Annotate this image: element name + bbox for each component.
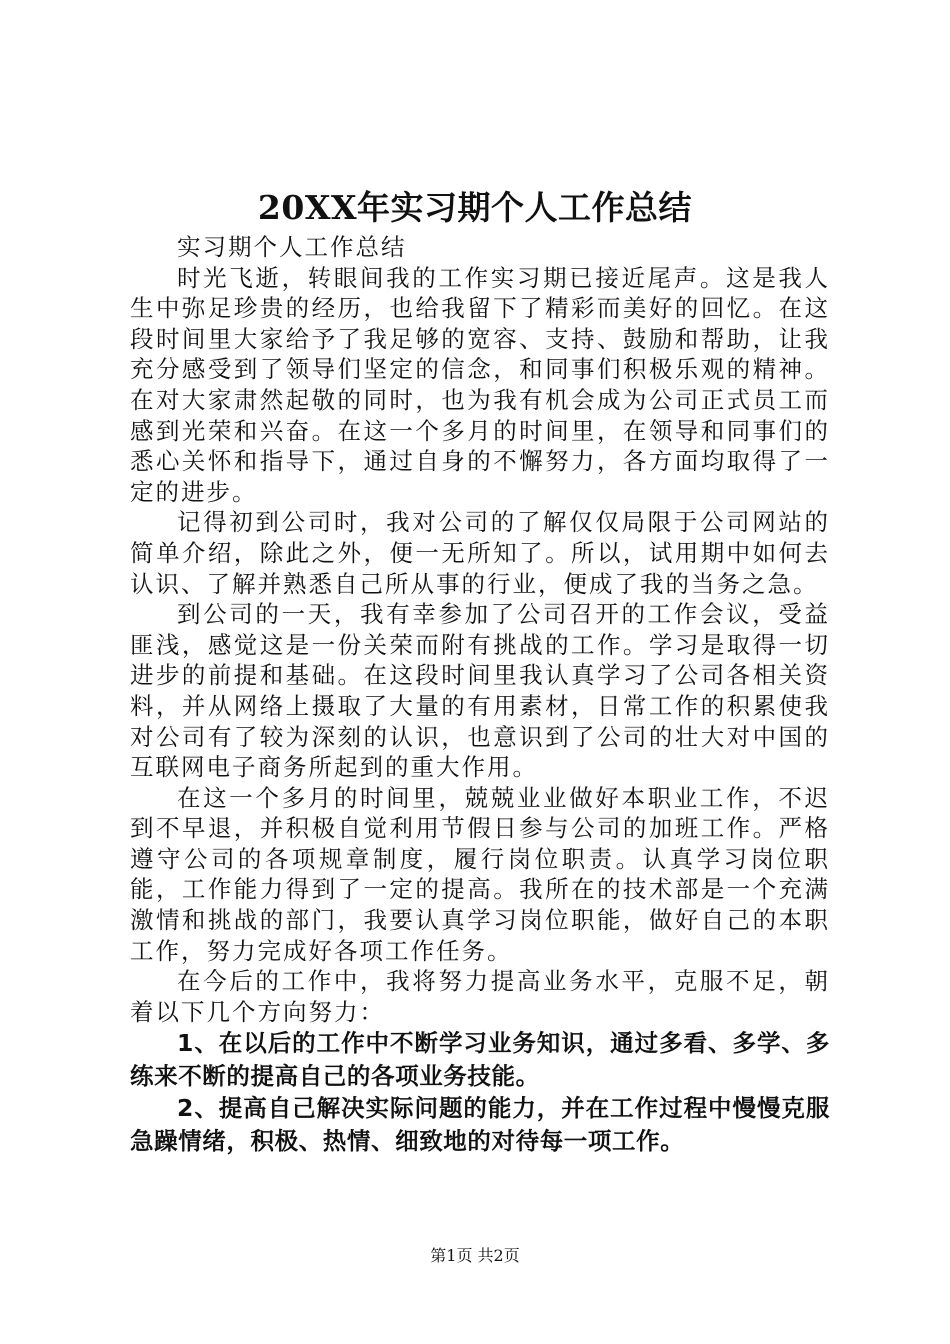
paragraph-first-days: 记得初到公司时，我对公司的了解仅仅局限于公司网站的简单介绍，除此之外，便一无所知了。所以，试用期中如何去认识、了解并熟悉自己所从事的行业，便成了我的当务之急。 <box>130 508 830 598</box>
paragraph-intro: 时光飞逝，转眼间我的工作实习期已接近尾声。这是我人生中弥足珍贵的经历，也给我留下了精彩而美好的回忆。在这段时间里大家给予了我足够的宽容、支持、鼓励和帮助，让我充分感受到了领导们坚定的信念，和同事们积极乐观的精神。在对大家肃然起敬的同时，也为我有机会成为公司正式员工而感到光荣和兴奋。在这一个多月的时间里，在领导和同事们的悉心关怀和指导下，通过自身的不懈努力，各方面均取得了一定的进步。 <box>130 263 830 506</box>
paragraph-learning: 到公司的一天，我有幸参加了公司召开的工作会议，受益匪浅，感觉这是一份关荣而附有挑战的工作。学习是取得一切进步的前提和基础。在这段时间里我认真学习了公司各相关资料，并从网络上摄取了大量的有用素材，日常工作的积累使我对公司有了较为深刻的认识，也意识到了公司的壮大对中国的互联网电子商务所起到的重大作用。 <box>130 600 830 782</box>
paragraph-subtitle: 实习期个人工作总结 <box>177 233 407 261</box>
document-title: 20XX年实习期个人工作总结 <box>257 188 693 227</box>
paragraph-future-plan: 在今后的工作中，我将努力提高业务水平，克服不足，朝着以下几个方向努力： <box>130 967 830 1026</box>
list-item-1: 1、在以后的工作中不断学习业务知识，通过多看、多学、多练来不断的提高自己的各项业务技能。 <box>130 1029 830 1090</box>
paragraph-work-attitude: 在这一个多月的时间里，兢兢业业做好本职业工作，不迟到不早退，并积极自觉利用节假日参与公司的加班工作。严格遵守公司的各项规章制度，履行岗位职责。认真学习岗位职能，工作能力得到了一定的提高。我所在的技术部是一个充满激情和挑战的部门，我要认真学习岗位职能，做好自己的本职工作，努力完成好各项工作任务。 <box>130 783 830 965</box>
list-item-2: 2、提高自己解决实际问题的能力，并在工作过程中慢慢克服急躁情绪，积极、热情、细致地的对待每一项工作。 <box>130 1094 830 1155</box>
page-footer: 第1页 共2页 <box>430 1246 520 1265</box>
document-body <box>130 232 830 1157</box>
